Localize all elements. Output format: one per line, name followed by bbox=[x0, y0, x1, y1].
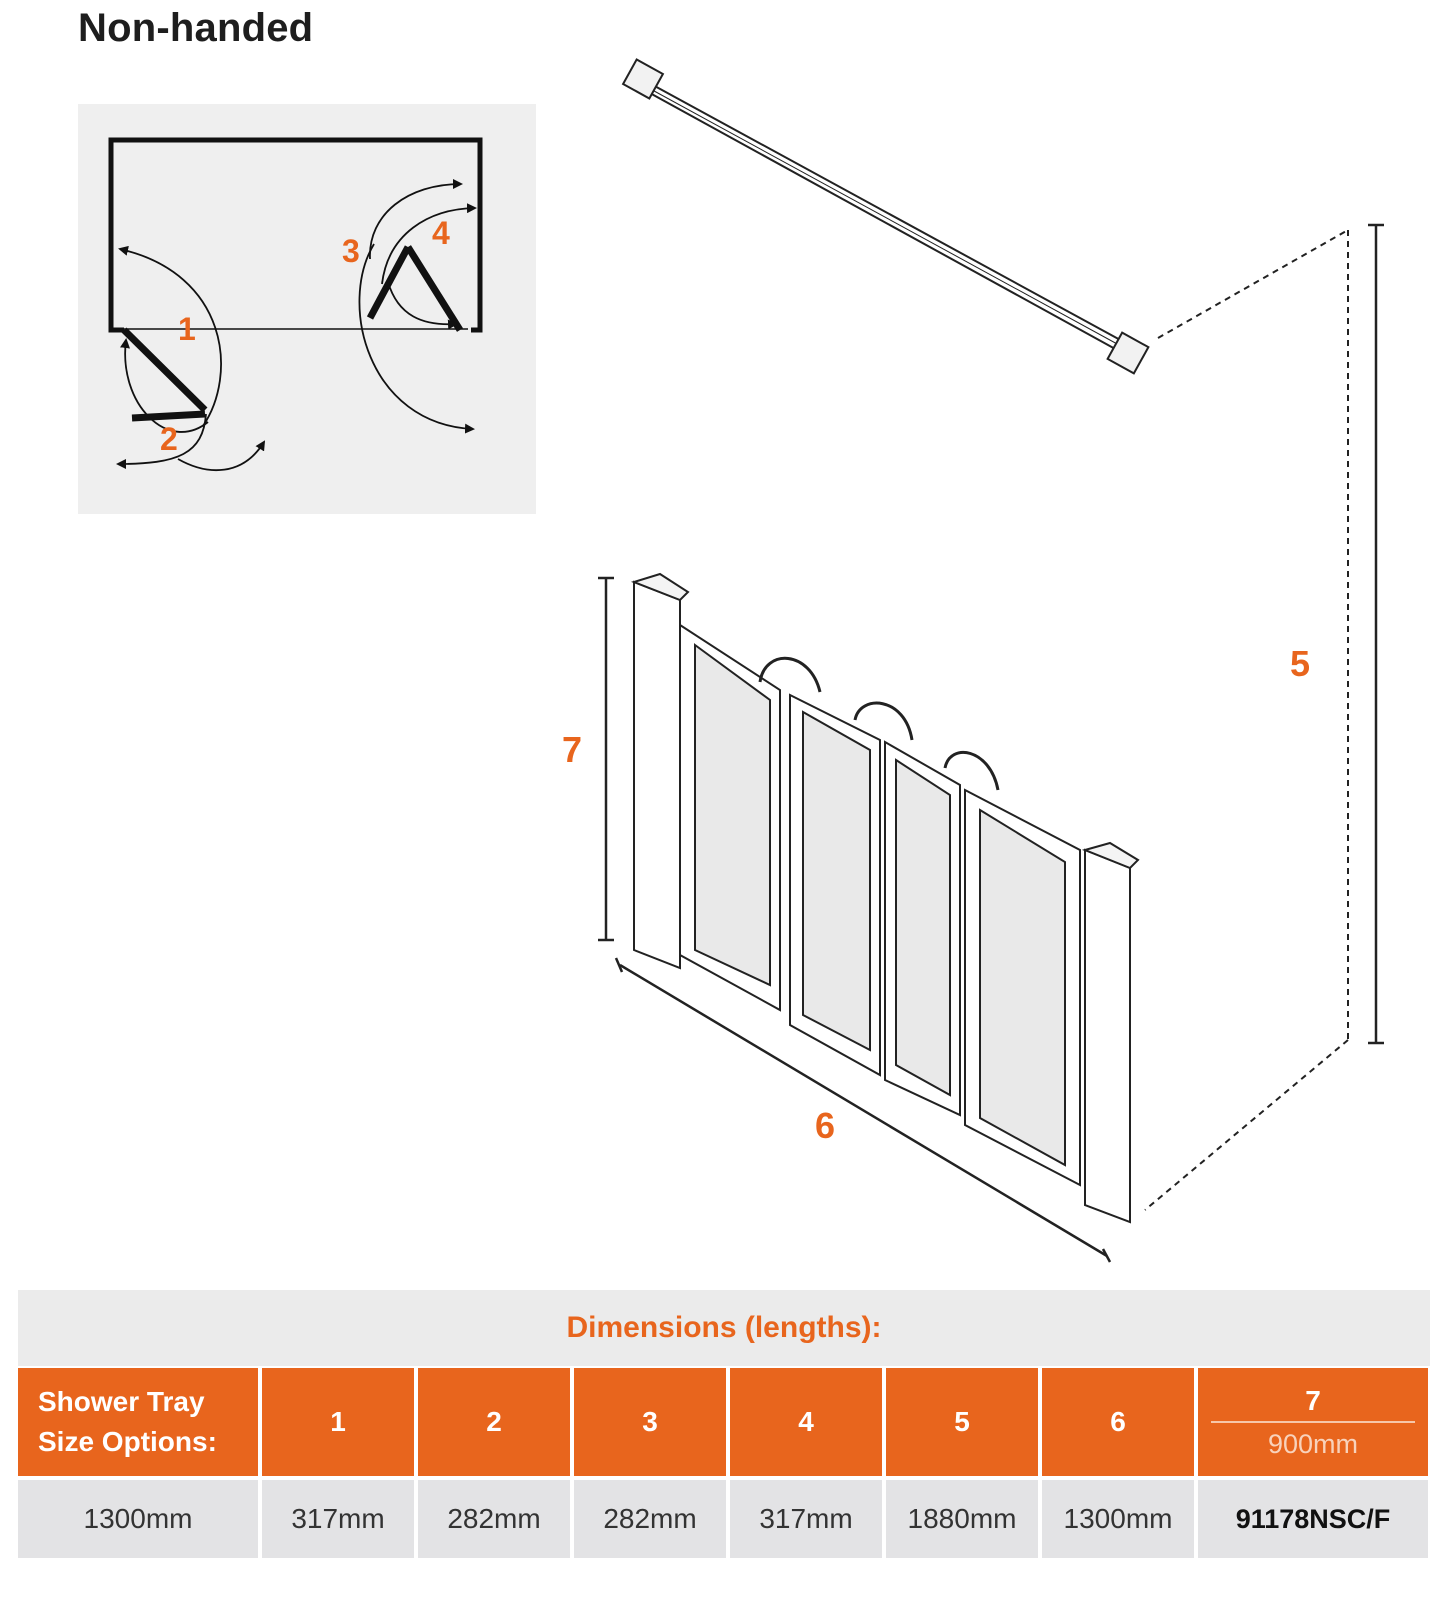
header-dim-7 bbox=[1198, 1368, 1428, 1476]
header-dim-3: 3 bbox=[574, 1368, 726, 1476]
table-header-row bbox=[18, 1368, 1430, 1476]
plan-label-2: 2 bbox=[160, 421, 178, 457]
header-dim-1: 1 bbox=[262, 1368, 414, 1476]
cell-dim-5: 1880mm bbox=[886, 1480, 1038, 1558]
dashed-guides bbox=[1145, 230, 1348, 1210]
header-dim-4: 4 bbox=[730, 1368, 882, 1476]
table-row bbox=[18, 1480, 1430, 1558]
cell-dim-1: 317mm bbox=[262, 1480, 414, 1558]
cell-dim-2: 282mm bbox=[418, 1480, 570, 1558]
plan-label-4: 4 bbox=[432, 215, 450, 251]
header-size-line-1: Shower Tray bbox=[38, 1386, 205, 1417]
plan-label-1: 1 bbox=[178, 311, 196, 347]
page-title: Non-handed bbox=[78, 6, 314, 50]
iso-label-5: 5 bbox=[1290, 643, 1311, 684]
cell-product-code: 91178NSC/F bbox=[1198, 1480, 1428, 1558]
header-dim-2: 2 bbox=[418, 1368, 570, 1476]
cell-dim-4: 317mm bbox=[730, 1480, 882, 1558]
table-caption: Dimensions (lengths): bbox=[18, 1290, 1430, 1366]
header-size-line-2: Size Options: bbox=[38, 1426, 217, 1457]
header-size-options bbox=[18, 1368, 258, 1476]
header-dim-7-label: 7 bbox=[1305, 1384, 1321, 1416]
iso-label-7: 7 bbox=[562, 729, 583, 770]
dimensions-table bbox=[18, 1290, 1430, 1562]
plan-view-diagram bbox=[78, 104, 536, 514]
cell-dim-6: 1300mm bbox=[1042, 1480, 1194, 1558]
height-dimension-7 bbox=[598, 578, 614, 940]
header-dim-7-sub: 900mm bbox=[1267, 1428, 1359, 1459]
plan-label-3: 3 bbox=[342, 233, 360, 269]
height-dimension-5 bbox=[1368, 225, 1384, 1043]
header-dim-5: 5 bbox=[886, 1368, 1038, 1476]
header-dim-6: 6 bbox=[1042, 1368, 1194, 1476]
swing-arc-2c bbox=[178, 442, 264, 470]
enclosure-outline bbox=[111, 140, 480, 330]
swing-arc-3b bbox=[359, 244, 473, 429]
iso-label-6: 6 bbox=[815, 1105, 836, 1146]
cell-size: 1300mm bbox=[18, 1480, 258, 1558]
plan-view-panel bbox=[78, 104, 536, 514]
door-panel-2 bbox=[132, 414, 205, 418]
cell-dim-3: 282mm bbox=[574, 1480, 726, 1558]
isometric-drawing bbox=[560, 50, 1390, 1265]
top-rail bbox=[623, 59, 1148, 373]
